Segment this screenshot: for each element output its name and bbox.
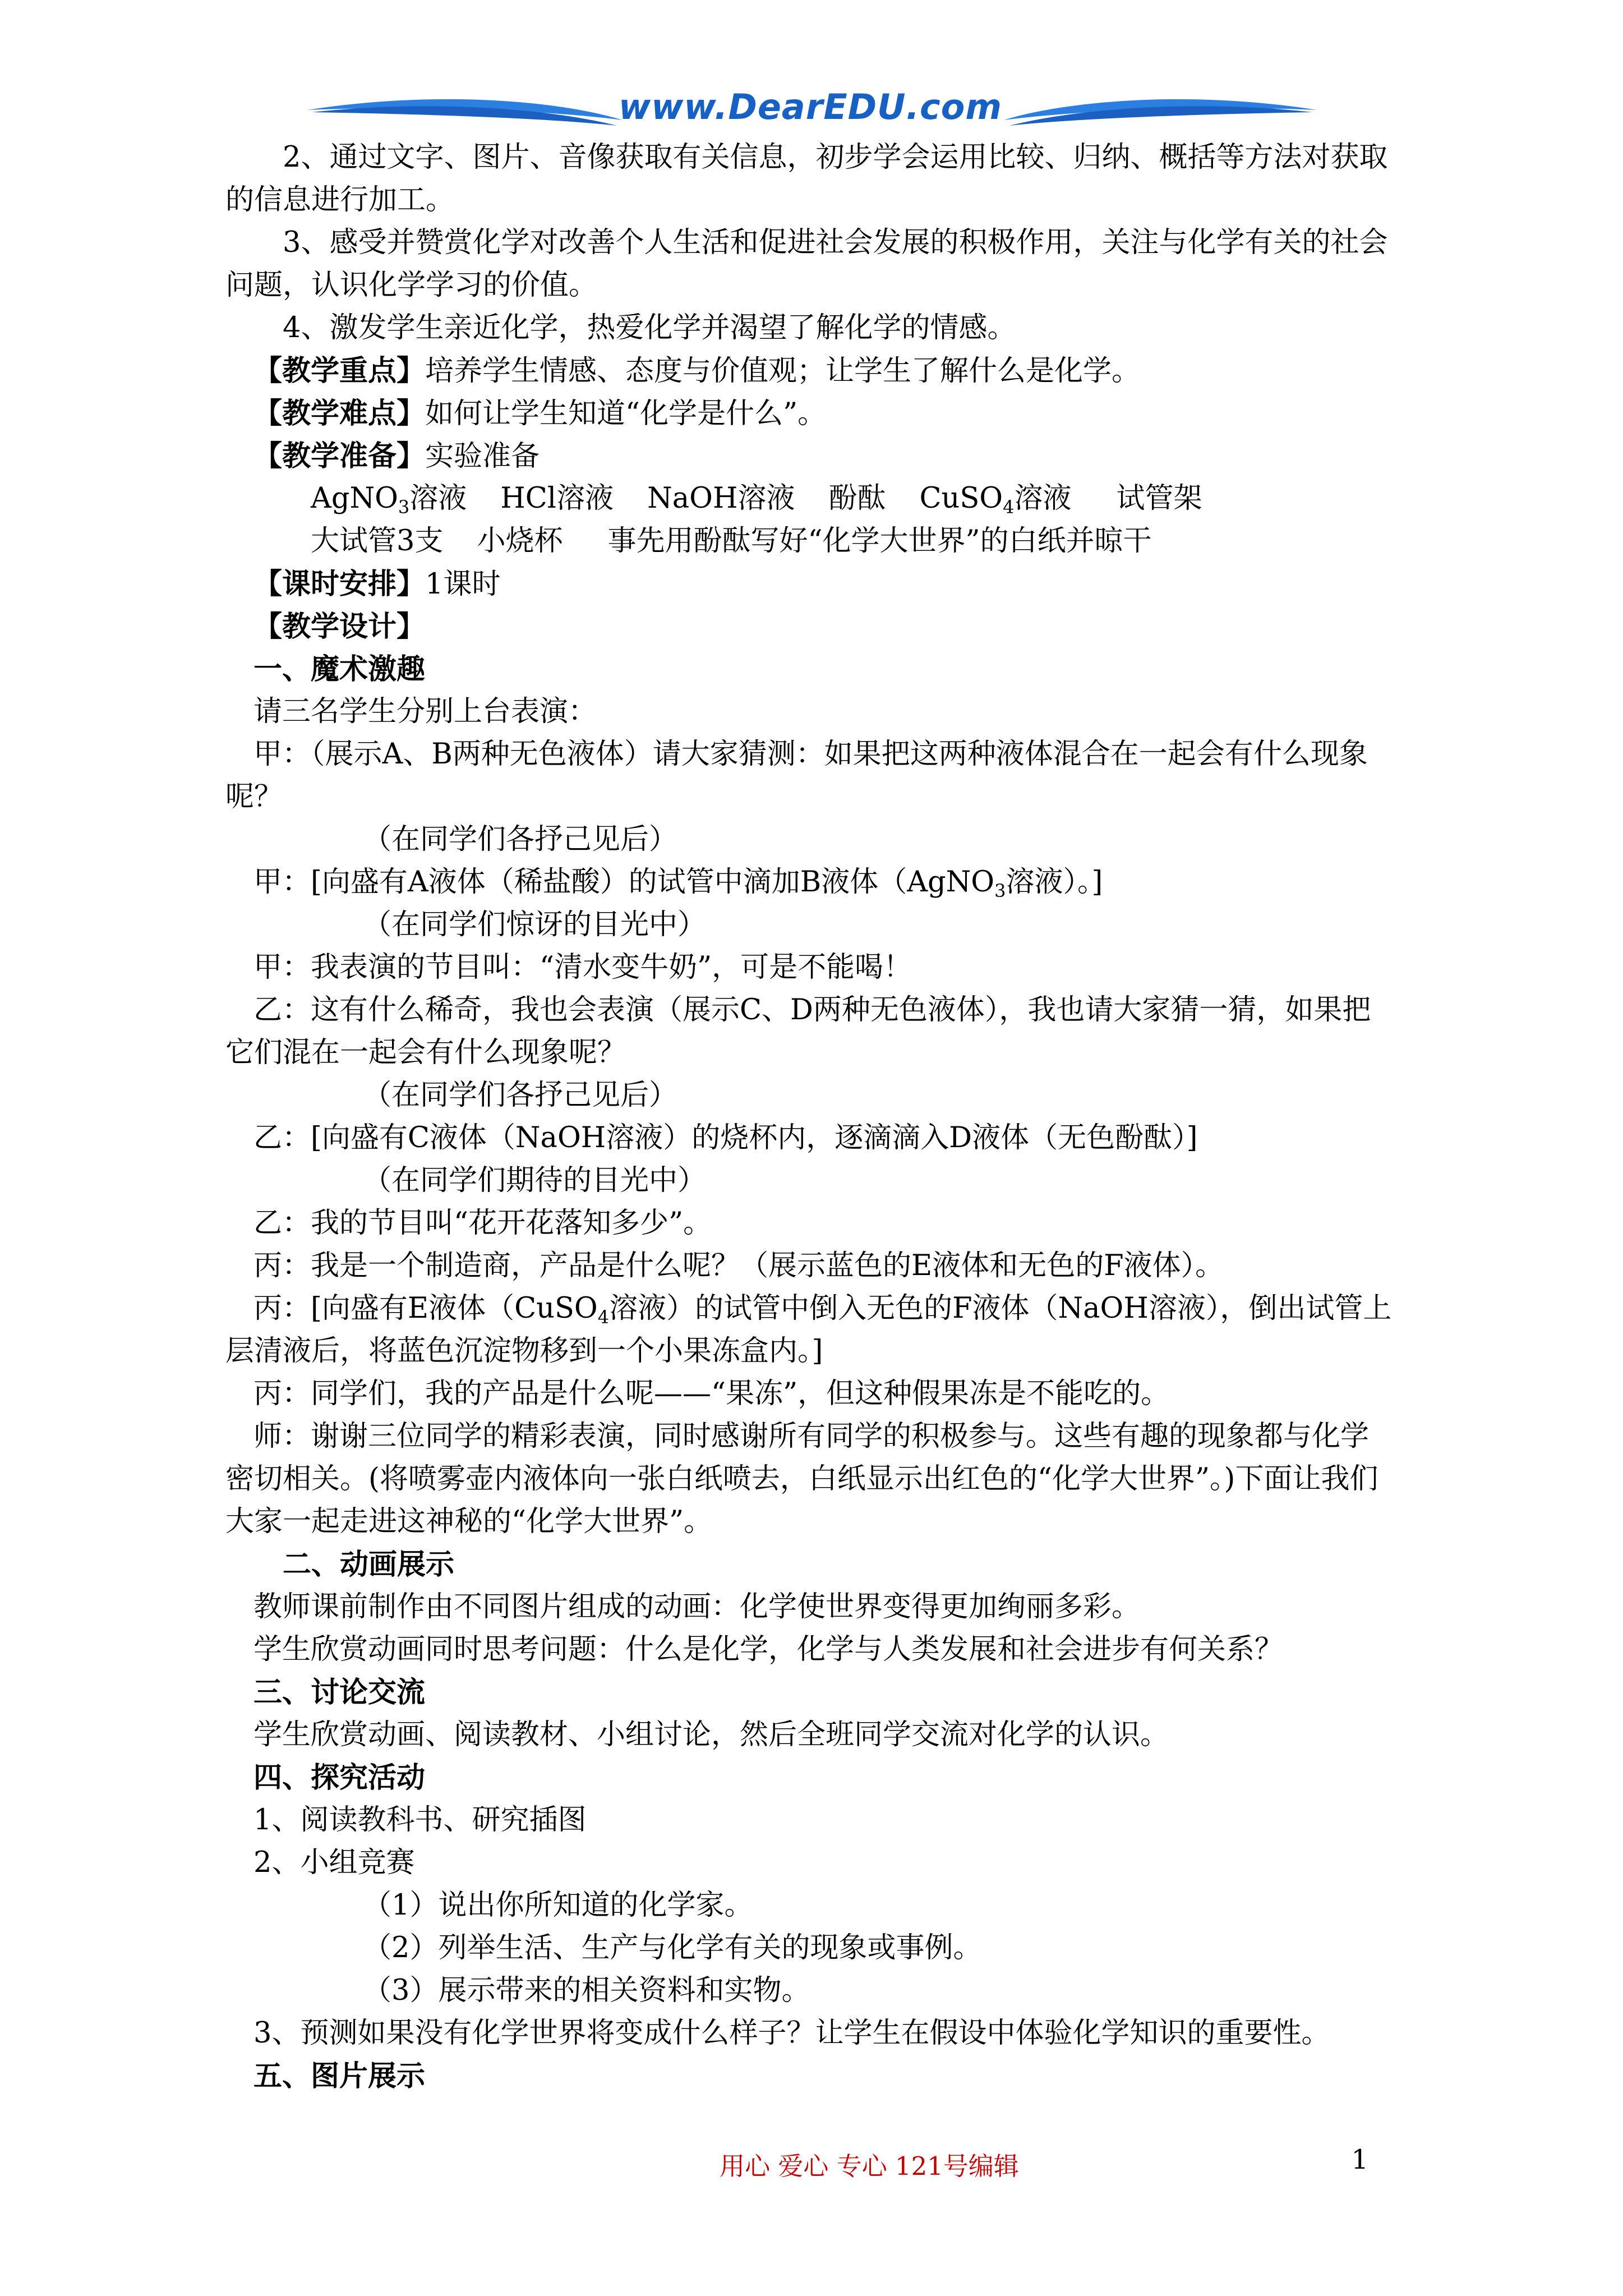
list-item: 2、小组竞赛 <box>253 1846 415 1879</box>
document-body <box>225 136 1419 2097</box>
material-item: 试管架 <box>1116 482 1202 515</box>
list-item: 3、预测如果没有化学世界将变成什么样子？让学生在假设中体验化学知识的重要性。 <box>253 2017 1330 2050</box>
materials-line <box>225 520 1419 563</box>
section-heading: 四、探究活动 <box>253 1761 426 1795</box>
paragraph-line: 丙：同学们，我的产品是什么呢——“果冻”，但这种假果冻是不能吃的。 <box>253 1377 1170 1410</box>
list-item: （2）列举生活、生产与化学有关的现象或事例。 <box>363 1931 982 1964</box>
section-heading: 三、讨论交流 <box>253 1676 426 1709</box>
paragraph-line: 呢？ <box>225 780 283 813</box>
paragraph-line: 甲：[向盛有A液体（稀盐酸）的试管中滴加B液体（AgNO$_3$溶液）。] <box>253 866 1103 901</box>
paragraph-line: 3、感受并赞赏化学对改善个人生活和促进社会发展的积极作用，关注与化学有关的社会 <box>283 226 1388 259</box>
paragraph-line: （在同学们期待的目光中） <box>363 1164 707 1197</box>
section-value: 1课时 <box>425 568 501 601</box>
section-value: 培养学生情感、态度与价值观；让学生了解什么是化学。 <box>425 355 1141 388</box>
paragraph-line: 丙：我是一个制造商，产品是什么呢？（展示蓝色的E液体和无色的F液体）。 <box>253 1249 1224 1282</box>
paragraph-line: 4、激发学生亲近化学，热爱化学并渴望了解化学的情感。 <box>283 311 1016 344</box>
paragraph-line: 学生欣赏动画同时思考问题：什么是化学，化学与人类发展和社会进步有何关系？ <box>253 1633 1284 1666</box>
paragraph-line: 它们混在一起会有什么现象呢？ <box>225 1036 626 1069</box>
page-header <box>0 0 1623 146</box>
paragraph-line: 乙：[向盛有C液体（NaOH溶液）的烧杯内，逐滴滴入D液体（无色酚酞）] <box>253 1121 1198 1154</box>
material-item: HCl溶液 <box>500 482 614 515</box>
material-item: AgNO$_3$溶液 <box>311 482 467 518</box>
paragraph-line: 师：谢谢三位同学的精彩表演，同时感谢所有同学的积极参与。这些有趣的现象都与化学 <box>253 1420 1370 1453</box>
paragraph-line: 甲：（展示A、B两种无色液体）请大家猜测：如果把这两种液体混合在一起会有什么现象 <box>253 738 1368 771</box>
section-label: 【课时安排】 <box>253 567 426 601</box>
materials-line <box>225 477 1419 520</box>
section-label: 【教学重点】 <box>253 354 426 388</box>
section-value: 如何让学生知道“化学是什么”。 <box>425 397 827 430</box>
paragraph-line: 丙：[向盛有E液体（CuSO$_4$溶液）的试管中倒入无色的F液体（NaOH溶液），倒出试管上 <box>253 1292 1392 1328</box>
schedule-line <box>225 563 1419 605</box>
section-label: 【教学准备】 <box>253 439 426 473</box>
paragraph-line: 甲：我表演的节目叫：“清水变牛奶”，可是不能喝！ <box>253 951 912 984</box>
footer-credit: 用心 爱心 专心 121号编辑 <box>720 2151 1019 2181</box>
paragraph-line: 层清液后，将蓝色沉淀物移到一个小果冻盒内。] <box>225 1335 823 1368</box>
preparation-line <box>225 435 1419 477</box>
paragraph-line: （在同学们各抒己见后） <box>363 823 678 856</box>
paragraph-line: 学生欣赏动画、阅读教材、小组讨论，然后全班同学交流对化学的认识。 <box>253 1718 1169 1751</box>
paragraph-line: 请三名学生分别上台表演： <box>253 695 597 728</box>
page-number: 1 <box>1351 2144 1368 2175</box>
section-value: 实验准备 <box>425 440 540 473</box>
section-heading: 五、图片展示 <box>253 2059 426 2093</box>
site-logo-text: www.DearEDU.com <box>618 86 1002 127</box>
paragraph-line: 2、通过文字、图片、音像获取有关信息，初步学会运用比较、归纳、概括等方法对获取 <box>283 141 1388 174</box>
paragraph-line: （在同学们各抒己见后） <box>363 1079 678 1112</box>
paragraph-line: 密切相关。(将喷雾壶内液体向一张白纸喷去，白纸显示出红色的“化学大世界”。)下面让我们 <box>225 1462 1378 1496</box>
material-item: 酚酞 <box>828 482 886 515</box>
section-label: 【教学难点】 <box>253 397 426 430</box>
material-item: NaOH溶液 <box>647 482 795 515</box>
difficulties-line <box>225 392 1419 435</box>
list-item: （3）展示带来的相关资料和实物。 <box>363 1974 810 2007</box>
material-item: 大试管3支 <box>311 524 444 558</box>
paragraph-line: 教师课前制作由不同图片组成的动画：化学使世界变得更加绚丽多彩。 <box>253 1590 1141 1623</box>
section-heading: 二、动画展示 <box>283 1548 455 1581</box>
section-heading: 【教学设计】 <box>253 610 426 643</box>
material-item: 事先用酚酞写好“化学大世界”的白纸并晾干 <box>607 524 1152 558</box>
key-points-line <box>225 349 1419 392</box>
list-item: （1）说出你所知道的化学家。 <box>363 1889 753 1922</box>
list-item: 1、阅读教科书、研究插图 <box>253 1803 587 1837</box>
paragraph-line: 大家一起走进这神秘的“化学大世界”。 <box>225 1505 713 1538</box>
paragraph-line: （在同学们惊讶的目光中） <box>363 908 707 941</box>
paragraph-line: 乙：这有什么稀奇，我也会表演（展示C、D两种无色液体），我也请大家猜一猜，如果把 <box>253 993 1371 1027</box>
material-item: 小烧杯 <box>477 524 563 558</box>
paragraph-line: 的信息进行加工。 <box>225 183 455 217</box>
material-item: CuSO$_4$溶液 <box>919 482 1072 518</box>
section-heading: 一、魔术激趣 <box>253 652 426 686</box>
paragraph-line: 问题，认识化学学习的价值。 <box>225 269 598 302</box>
paragraph-line: 乙：我的节目叫“花开花落知多少”。 <box>253 1207 712 1240</box>
